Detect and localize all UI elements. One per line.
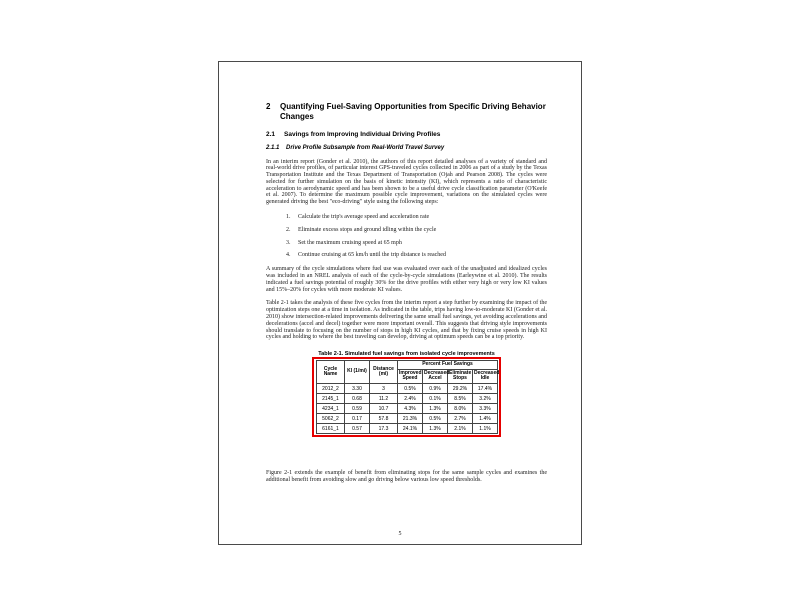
subsubsection-heading <box>266 145 547 152</box>
table-body <box>317 384 498 434</box>
cell-improved-speed: 4.3% <box>398 404 423 414</box>
cell-decreased-accel: 0.5% <box>423 414 448 424</box>
paragraph-intro: In an interim report (Gonder et al. 2010), the authors of this report detailed analyses of a variety of standard and real-world drive profiles, of particular interest GPS-traveled cycles collected in 2006 as part of a study by the Texas Transportation Institute and the Texas Department of Transportation (Ojah and Pearson 2008). The cycles were selected for further simulation on the basis of kinetic intensity (KI), which represents a ratio of characteristic acceleration to aerodynamic speed and has been shown to be a useful drive cycle classification parameter (O'Keefe et al. 2007). To determine the maximum possible cycle improvement, variations on the simulated cycles were generated driving the best "eco-driving" style using the following steps: <box>266 158 547 206</box>
cell-improved-speed: 21.3% <box>398 414 423 424</box>
list-item-number: 1. <box>286 214 291 221</box>
table-row <box>317 414 498 424</box>
paragraph-table-discussion: Table 2-1 takes the analysis of these five cycles from the interim report a step further by examining the impact of the optimization steps one at a time in isolation. As indicated in the table, trips having low-to-moderate KI (Gonder et al. 2010) show intersection-related improvements delivering the same small fuel savings, yet avoiding accelerations and decelerations (accel and decel) together were more important overall. This suggests that driving style improvements should translate to focusing on the number of stops in high KI cycles, and that by fixing cruise speeds in high KI cycles and holding to where the best traveling can develop, driving at optimum speeds can be a top priority. <box>266 300 547 341</box>
cell-ki: 0.68 <box>345 394 370 404</box>
fuel-savings-table <box>316 360 498 434</box>
cell-ki: 3.30 <box>345 384 370 394</box>
list-item-number: 3. <box>286 239 291 246</box>
cell-decreased-idle: 17.4% <box>473 384 498 394</box>
cell-distance: 17.3 <box>370 424 398 434</box>
cell-cycle-name: 6161_1 <box>317 424 345 434</box>
list-item <box>286 227 547 234</box>
document-page <box>218 61 582 545</box>
cell-decreased-idle: 3.2% <box>473 394 498 404</box>
column-header: Distance (mi) <box>370 361 398 384</box>
cell-distance: 3 <box>370 384 398 394</box>
list-item <box>286 252 547 259</box>
list-item-number: 2. <box>286 226 291 233</box>
cell-ki: 0.17 <box>345 414 370 424</box>
cell-improved-speed: 24.1% <box>398 424 423 434</box>
cell-improved-speed: 2.4% <box>398 394 423 404</box>
table-row <box>317 424 498 434</box>
column-header: KI (1/mi) <box>345 361 370 384</box>
cell-cycle-name: 2012_2 <box>317 384 345 394</box>
cell-cycle-name: 2145_1 <box>317 394 345 404</box>
cell-eliminate-stops: 2.1% <box>448 424 473 434</box>
list-item-text: Calculate the trip's average speed and acceleration rate <box>298 214 430 221</box>
table-header <box>317 361 498 384</box>
cell-decreased-idle: 1.4% <box>473 414 498 424</box>
page-number: 5 <box>398 531 402 537</box>
table-row <box>317 404 498 414</box>
table-container <box>316 360 500 434</box>
list-item-text: Continue cruising at 65 km/h until the trip distance is reached <box>298 252 446 259</box>
list-item-number: 4. <box>286 252 291 259</box>
cell-eliminate-stops: 8.5% <box>448 394 473 404</box>
column-header: Cycle Name <box>317 361 345 384</box>
cell-ki: 0.59 <box>345 404 370 414</box>
column-subheader: Improved Speed <box>398 369 423 383</box>
cell-eliminate-stops: 2.7% <box>448 414 473 424</box>
cell-decreased-idle: 1.1% <box>473 424 498 434</box>
subsection-number: 2.1 <box>266 131 276 138</box>
cell-distance: 57.8 <box>370 414 398 424</box>
table-caption: Table 2-1. Simulated fuel savings from isolated cycle improvements <box>318 351 495 358</box>
column-subheader: Decreased Accel <box>423 369 448 383</box>
subsubsection-title: Drive Profile Subsample from Real-World Travel Survey <box>286 144 445 151</box>
cell-distance: 11.2 <box>370 394 398 404</box>
cell-decreased-idle: 3.3% <box>473 404 498 414</box>
cell-decreased-accel: 0.1% <box>423 394 448 404</box>
paragraph-summary: A summary of the cycle simulations where fuel use was evaluated over each of the unadjusted and idealized cycles was included in an NREL analysis of each of the cycle-by-cycle simulations (Earleywine et al. 2010). The results indicated a fuel savings potential of roughly 30% for the drive profiles with either very high or very low KI values and 15%–20% for cycles with more moderate KI values. <box>266 266 547 293</box>
eco-driving-steps-list <box>266 214 547 259</box>
cell-eliminate-stops: 8.0% <box>448 404 473 414</box>
table-row <box>317 384 498 394</box>
column-subheader: Decreased Idle <box>473 369 498 383</box>
subsection-title: Savings from Improving Individual Driving Profiles <box>284 131 441 138</box>
list-item <box>286 240 547 247</box>
cell-ki: 0.57 <box>345 424 370 434</box>
column-subheader: Eliminate Stops <box>448 369 473 383</box>
paragraph-figure-reference: Figure 2-1 extends the example of benefit from eliminating stops for the same sample cycles and examines the additional benefit from avoiding slow and go driving below various low speed thresholds. <box>266 470 547 483</box>
table-row <box>317 394 498 404</box>
section-number: 2 <box>266 102 271 111</box>
cell-decreased-accel: 0.9% <box>423 384 448 394</box>
cell-decreased-accel: 1.3% <box>423 424 448 434</box>
page-content <box>266 102 547 484</box>
cell-distance: 10.7 <box>370 404 398 414</box>
list-item <box>286 214 547 221</box>
cell-cycle-name: 4234_1 <box>317 404 345 414</box>
cell-decreased-accel: 1.3% <box>423 404 448 414</box>
column-group-header: Percent Fuel Savings <box>398 361 498 370</box>
section-title: Quantifying Fuel-Saving Opportunities from Specific Driving Behavior Changes <box>280 102 546 121</box>
cell-eliminate-stops: 29.2% <box>448 384 473 394</box>
subsection-heading <box>266 131 547 139</box>
section-heading <box>266 102 547 121</box>
list-item-text: Eliminate excess stops and ground idling within the cycle <box>298 226 437 233</box>
cell-cycle-name: 5062_2 <box>317 414 345 424</box>
list-item-text: Set the maximum cruising speed at 65 mph <box>298 239 402 246</box>
cell-improved-speed: 0.5% <box>398 384 423 394</box>
subsubsection-number: 2.1.1 <box>266 144 280 151</box>
